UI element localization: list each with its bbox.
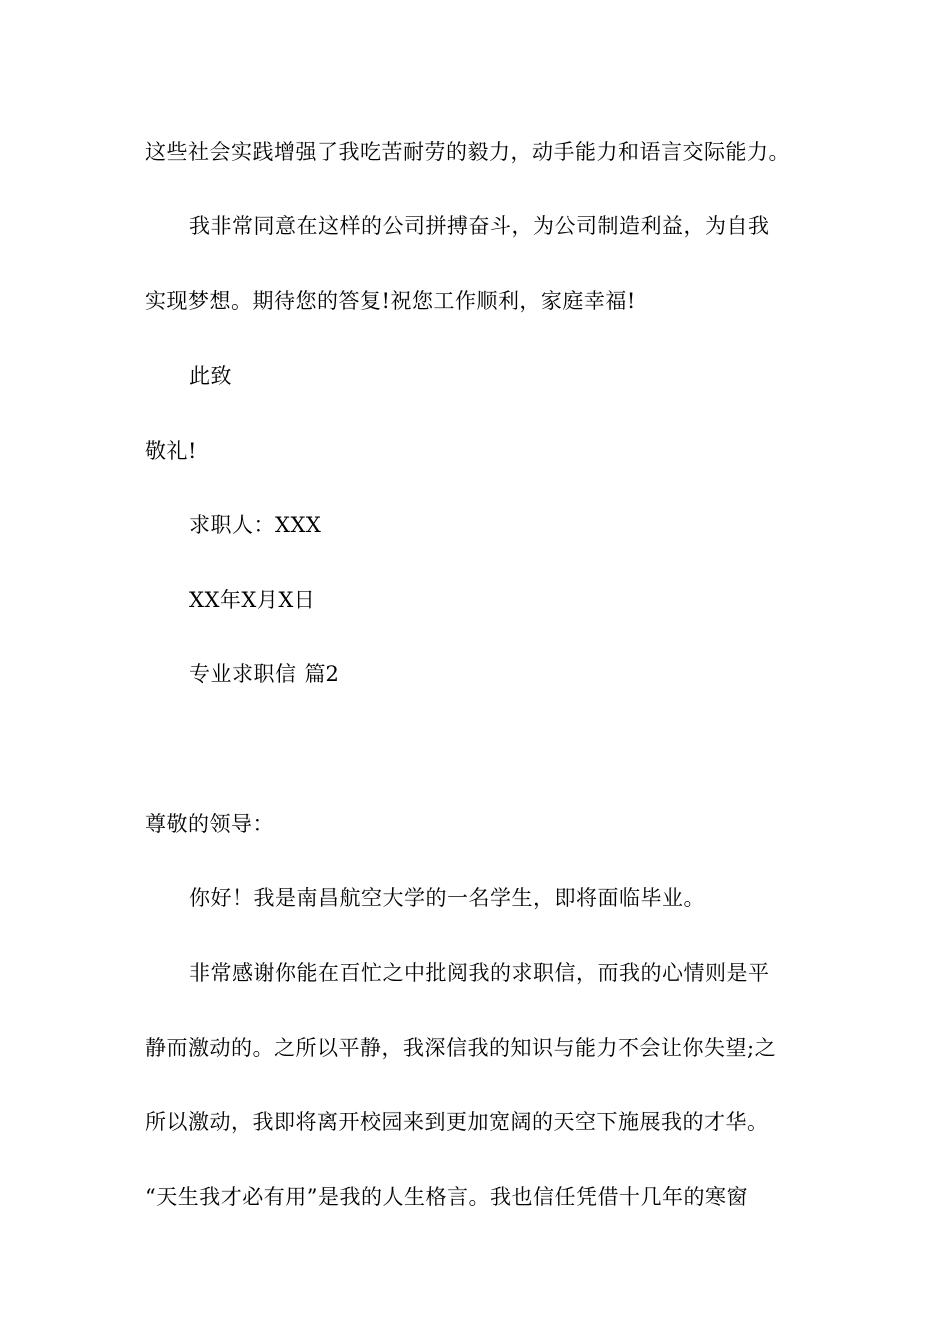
text-line-social-practice: 这些社会实践增强了我吃苦耐劳的毅力，动手能力和语言交际能力。 (145, 140, 790, 164)
section-heading-title: 专业求职信 (189, 662, 297, 686)
salutation: 尊敬的领导： (145, 812, 274, 836)
greeting-line: 你好！我是南昌航空大学的一名学生，即将面临毕业。 (189, 886, 705, 910)
paragraph-line-2: 静而激动的。之所以平静，我深信我的知识与能力不会让你失望;之 (145, 1036, 777, 1060)
date-line: XX年X月X日 (189, 588, 316, 612)
signature-line: 求职人：XXX (189, 513, 322, 537)
section-heading (189, 660, 810, 688)
paragraph-line-3: 所以激动，我即将离开校园来到更加宽阔的天空下施展我的才华。 (145, 1110, 769, 1134)
closing-jingli: 敬礼! (145, 439, 197, 463)
text-line-dream: 实现梦想。期待您的答复!祝您工作顺利，家庭幸福! (145, 289, 636, 313)
section-heading-number: 篇2 (304, 662, 339, 686)
text-line-company-intent: 我非常同意在这样的公司拼搏奋斗，为公司制造利益，为自我 (189, 214, 770, 238)
closing-cizhi: 此致 (189, 364, 232, 388)
paragraph-line-4: “天生我才必有用”是我的人生格言。我也信任凭借十几年的寒窗 (145, 1185, 748, 1209)
paragraph-line-1: 非常感谢你能在百忙之中批阅我的求职信，而我的心情则是平 (189, 961, 770, 985)
